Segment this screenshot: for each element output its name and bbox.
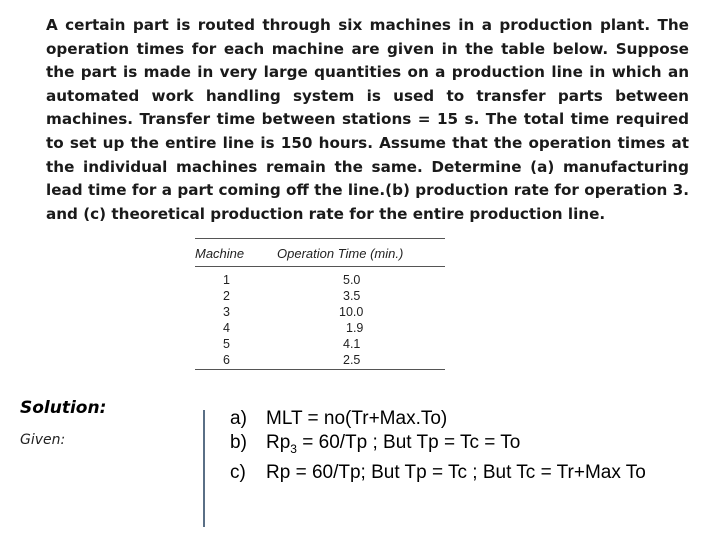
answer-text-prefix: Rp bbox=[266, 432, 291, 453]
table-row bbox=[195, 273, 445, 289]
time-cell: 2.5 bbox=[343, 353, 361, 367]
operation-times-table bbox=[195, 238, 445, 370]
time-cell: 5.0 bbox=[343, 273, 361, 287]
table-body bbox=[195, 267, 445, 370]
problem-statement: A certain part is routed through six machines in a production plant. The operation times for each machine are given in the table below. Suppose the part is made in very large quantities on a production line in which an automated work handling system is used to transfer parts between machines. Transfer time between stations = 15 s. The total time required to set up the entire line is 150 hours. Assume that the operation times at the individual machines remain the same. Determine (a) manufacturing lead time for a part coming off the line.(b) production rate for operation 3. and (c) theoretical production rate for the entire production line. bbox=[46, 16, 689, 223]
solution-heading: Solution: bbox=[20, 398, 107, 418]
machine-cell: 6 bbox=[223, 353, 230, 367]
answer-text: Rp = 60/Tp; But Tp = Tc ; But Tc = Tr+Max To bbox=[266, 461, 646, 483]
time-cell: 4.1 bbox=[343, 337, 361, 351]
time-cell: 1.9 bbox=[346, 321, 364, 335]
answer-list bbox=[230, 407, 646, 485]
table-header bbox=[195, 238, 445, 267]
table-row bbox=[195, 353, 445, 369]
table-row bbox=[195, 321, 445, 337]
table-row bbox=[195, 289, 445, 305]
subscript: 3 bbox=[290, 441, 297, 456]
header-operation-time: Operation Time (min.) bbox=[277, 246, 404, 261]
table-row bbox=[195, 305, 445, 321]
answer-text: MLT = no(Tr+Max.To) bbox=[266, 408, 448, 429]
machine-cell: 1 bbox=[223, 273, 230, 287]
machine-cell: 4 bbox=[223, 321, 230, 335]
answer-marker: b) bbox=[230, 432, 247, 453]
machine-cell: 3 bbox=[223, 305, 230, 319]
answer-b bbox=[230, 431, 646, 461]
answer-marker: c) bbox=[230, 461, 246, 483]
answer-marker: a) bbox=[230, 408, 247, 429]
machine-cell: 2 bbox=[223, 289, 230, 303]
given-heading: Given: bbox=[20, 432, 66, 448]
time-cell: 3.5 bbox=[343, 289, 361, 303]
divider-line bbox=[203, 410, 205, 527]
answer-text-suffix: = 60/Tp ; But Tp = Tc = To bbox=[296, 432, 521, 453]
machine-cell: 5 bbox=[223, 337, 230, 351]
header-machine: Machine bbox=[195, 246, 245, 261]
table-row bbox=[195, 337, 445, 353]
answer-a bbox=[230, 407, 646, 431]
answer-c bbox=[230, 461, 646, 485]
time-cell: 10.0 bbox=[339, 305, 364, 319]
